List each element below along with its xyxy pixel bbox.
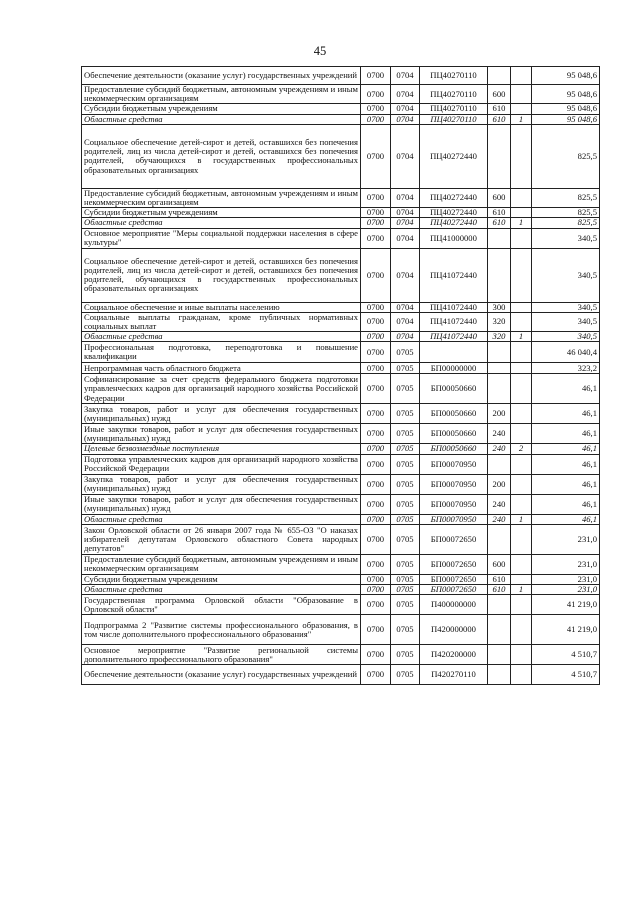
target-article-cell: ПЦ40270110: [420, 85, 488, 104]
target-article-cell: ПЦ40270110: [420, 104, 488, 114]
subsection-code-cell: 0704: [391, 248, 420, 302]
funding-source-cell: [511, 454, 532, 474]
expense-type-cell: [488, 363, 511, 374]
section-code-cell: 0700: [361, 574, 391, 584]
funding-source-cell: [511, 645, 532, 665]
funding-source-cell: 1: [511, 514, 532, 524]
section-code-cell: 0700: [361, 615, 391, 645]
table-row: [82, 114, 600, 124]
row-name-cell: Иные закупки товаров, работ и услуг для обеспечения государственных (муниципальных) нужд: [82, 424, 361, 444]
row-name-cell: Целевые безвозмездные поступления: [82, 444, 361, 454]
funding-source-cell: 2: [511, 444, 532, 454]
section-code-cell: 0700: [361, 67, 391, 85]
funding-source-cell: [511, 374, 532, 404]
target-article-cell: ПЦ40272440: [420, 188, 488, 207]
amount-cell: 340,5: [532, 302, 600, 312]
subsection-code-cell: 0704: [391, 218, 420, 228]
table-row: [82, 67, 600, 85]
target-article-cell: ПЦ40272440: [420, 124, 488, 188]
section-code-cell: 0700: [361, 374, 391, 404]
row-name-cell: Основное мероприятие "Меры социальной поддержки населения в сфере культуры": [82, 228, 361, 248]
expense-type-cell: [488, 67, 511, 85]
expense-type-cell: [488, 374, 511, 404]
table-row: [82, 104, 600, 114]
subsection-code-cell: 0705: [391, 424, 420, 444]
row-name-cell: Основное мероприятие "Развитие региональной системы дополнительного профессионального образования": [82, 645, 361, 665]
section-code-cell: 0700: [361, 342, 391, 363]
table-row: [82, 85, 600, 104]
table-row: [82, 574, 600, 584]
row-name-cell: Закон Орловской области от 26 января 2007 года № 655-ОЗ "О наказах избирателей депутатам Орловского областного Совета народных депутатов": [82, 524, 361, 554]
amount-cell: 95 048,6: [532, 67, 600, 85]
target-article-cell: ПЦ41072440: [420, 312, 488, 331]
funding-source-cell: [511, 615, 532, 645]
target-article-cell: П420000000: [420, 615, 488, 645]
row-name-cell: Иные закупки товаров, работ и услуг для обеспечения государственных (муниципальных) нужд: [82, 494, 361, 514]
expense-type-cell: 610: [488, 574, 511, 584]
row-name-cell: Обеспечение деятельности (оказание услуг) государственных учреждений: [82, 67, 361, 85]
row-name-cell: Областные средства: [82, 332, 361, 342]
row-name-cell: Непрограммная часть областного бюджета: [82, 363, 361, 374]
funding-source-cell: [511, 248, 532, 302]
table-row: [82, 342, 600, 363]
expense-type-cell: 610: [488, 208, 511, 218]
section-code-cell: 0700: [361, 585, 391, 595]
target-article-cell: БП00050660: [420, 404, 488, 424]
table-row: [82, 514, 600, 524]
section-code-cell: 0700: [361, 114, 391, 124]
table-row: [82, 228, 600, 248]
funding-source-cell: [511, 524, 532, 554]
section-code-cell: 0700: [361, 554, 391, 574]
target-article-cell: ПЦ40270110: [420, 67, 488, 85]
subsection-code-cell: 0704: [391, 188, 420, 207]
table-row: [82, 208, 600, 218]
target-article-cell: БП00072650: [420, 554, 488, 574]
amount-cell: 4 510,7: [532, 665, 600, 685]
section-code-cell: 0700: [361, 454, 391, 474]
row-name-cell: Социальное обеспечение детей-сирот и детей, оставшихся без попечения родителей, лиц из числа детей-сирот и детей, оставшихся без попечения родителей, обучающихся в государственных профессиональных образовательных организациях: [82, 124, 361, 188]
target-article-cell: БП00070950: [420, 474, 488, 494]
expense-type-cell: 610: [488, 585, 511, 595]
expense-type-cell: [488, 124, 511, 188]
table-row: [82, 312, 600, 331]
subsection-code-cell: 0704: [391, 312, 420, 331]
expense-type-cell: 320: [488, 332, 511, 342]
expense-type-cell: [488, 342, 511, 363]
row-name-cell: Субсидии бюджетным учреждениям: [82, 104, 361, 114]
expense-type-cell: 610: [488, 114, 511, 124]
target-article-cell: ПЦ41000000: [420, 228, 488, 248]
table-row: [82, 474, 600, 494]
table-row: [82, 494, 600, 514]
subsection-code-cell: 0705: [391, 615, 420, 645]
section-code-cell: 0700: [361, 85, 391, 104]
section-code-cell: 0700: [361, 424, 391, 444]
table-row: [82, 424, 600, 444]
subsection-code-cell: 0704: [391, 332, 420, 342]
section-code-cell: 0700: [361, 188, 391, 207]
section-code-cell: 0700: [361, 524, 391, 554]
amount-cell: 46,1: [532, 514, 600, 524]
row-name-cell: Субсидии бюджетным учреждениям: [82, 574, 361, 584]
table-row: [82, 404, 600, 424]
expense-type-cell: [488, 645, 511, 665]
section-code-cell: 0700: [361, 218, 391, 228]
row-name-cell: Предоставление субсидий бюджетным, автономным учреждениям и иным некоммерческим организациям: [82, 85, 361, 104]
target-article-cell: ПЦ41072440: [420, 248, 488, 302]
table-row: [82, 454, 600, 474]
amount-cell: 46,1: [532, 444, 600, 454]
subsection-code-cell: 0705: [391, 514, 420, 524]
amount-cell: 231,0: [532, 585, 600, 595]
target-article-cell: БП00070950: [420, 514, 488, 524]
section-code-cell: 0700: [361, 312, 391, 331]
amount-cell: 340,5: [532, 248, 600, 302]
funding-source-cell: [511, 404, 532, 424]
funding-source-cell: [511, 228, 532, 248]
table-row: [82, 554, 600, 574]
budget-table: [81, 66, 600, 685]
subsection-code-cell: 0704: [391, 302, 420, 312]
table-row: [82, 248, 600, 302]
funding-source-cell: [511, 67, 532, 85]
section-code-cell: 0700: [361, 404, 391, 424]
amount-cell: 231,0: [532, 574, 600, 584]
subsection-code-cell: 0705: [391, 474, 420, 494]
amount-cell: 95 048,6: [532, 85, 600, 104]
subsection-code-cell: 0705: [391, 524, 420, 554]
section-code-cell: 0700: [361, 474, 391, 494]
expense-type-cell: [488, 665, 511, 685]
target-article-cell: П420200000: [420, 645, 488, 665]
funding-source-cell: [511, 595, 532, 615]
target-article-cell: БП00050660: [420, 444, 488, 454]
subsection-code-cell: 0705: [391, 363, 420, 374]
expense-type-cell: 610: [488, 218, 511, 228]
row-name-cell: Обеспечение деятельности (оказание услуг) государственных учреждений: [82, 665, 361, 685]
table-row: [82, 302, 600, 312]
amount-cell: 46 040,4: [532, 342, 600, 363]
amount-cell: 46,1: [532, 494, 600, 514]
section-code-cell: 0700: [361, 104, 391, 114]
expense-type-cell: 240: [488, 514, 511, 524]
subsection-code-cell: 0705: [391, 404, 420, 424]
funding-source-cell: 1: [511, 114, 532, 124]
section-code-cell: 0700: [361, 514, 391, 524]
table-row: [82, 595, 600, 615]
expense-type-cell: 600: [488, 188, 511, 207]
target-article-cell: БП00070950: [420, 494, 488, 514]
subsection-code-cell: 0705: [391, 342, 420, 363]
row-name-cell: Предоставление субсидий бюджетным, автономным учреждениям и иным некоммерческим организациям: [82, 554, 361, 574]
table-body: [82, 67, 600, 685]
expense-type-cell: 240: [488, 424, 511, 444]
row-name-cell: Областные средства: [82, 514, 361, 524]
row-name-cell: Подготовка управленческих кадров для организаций народного хозяйства Российской Федерации: [82, 454, 361, 474]
section-code-cell: 0700: [361, 208, 391, 218]
table-row: [82, 524, 600, 554]
target-article-cell: БП00050660: [420, 374, 488, 404]
amount-cell: 95 048,6: [532, 114, 600, 124]
table-row: [82, 218, 600, 228]
amount-cell: 825,5: [532, 208, 600, 218]
funding-source-cell: [511, 312, 532, 331]
row-name-cell: Предоставление субсидий бюджетным, автономным учреждениям и иным некоммерческим организациям: [82, 188, 361, 207]
subsection-code-cell: 0704: [391, 124, 420, 188]
subsection-code-cell: 0704: [391, 85, 420, 104]
section-code-cell: 0700: [361, 595, 391, 615]
amount-cell: 46,1: [532, 474, 600, 494]
row-name-cell: Подпрограмма 2 "Развитие системы профессионального образования, в том числе дополнительного профессионального образования": [82, 615, 361, 645]
row-name-cell: Профессиональная подготовка, переподготовка и повышение квалификации: [82, 342, 361, 363]
row-name-cell: Государственная программа Орловской области "Образование в Орловской области": [82, 595, 361, 615]
funding-source-cell: [511, 363, 532, 374]
expense-type-cell: 320: [488, 312, 511, 331]
target-article-cell: БП00070950: [420, 454, 488, 474]
expense-type-cell: 600: [488, 85, 511, 104]
target-article-cell: ПЦ40272440: [420, 218, 488, 228]
subsection-code-cell: 0705: [391, 595, 420, 615]
table-row: [82, 332, 600, 342]
funding-source-cell: [511, 494, 532, 514]
amount-cell: 46,1: [532, 404, 600, 424]
funding-source-cell: [511, 342, 532, 363]
funding-source-cell: [511, 554, 532, 574]
expense-type-cell: 200: [488, 404, 511, 424]
funding-source-cell: [511, 104, 532, 114]
subsection-code-cell: 0704: [391, 208, 420, 218]
target-article-cell: [420, 342, 488, 363]
table-row: [82, 665, 600, 685]
funding-source-cell: [511, 188, 532, 207]
row-name-cell: Социальные выплаты гражданам, кроме публичных нормативных социальных выплат: [82, 312, 361, 331]
expense-type-cell: [488, 228, 511, 248]
table-row: [82, 615, 600, 645]
table-row: [82, 374, 600, 404]
subsection-code-cell: 0705: [391, 444, 420, 454]
amount-cell: 41 219,0: [532, 595, 600, 615]
amount-cell: 231,0: [532, 524, 600, 554]
expense-type-cell: [488, 595, 511, 615]
row-name-cell: Областные средства: [82, 218, 361, 228]
section-code-cell: 0700: [361, 302, 391, 312]
subsection-code-cell: 0705: [391, 585, 420, 595]
expense-type-cell: [488, 248, 511, 302]
row-name-cell: Закупка товаров, работ и услуг для обеспечения государственных (муниципальных) нужд: [82, 404, 361, 424]
funding-source-cell: [511, 474, 532, 494]
section-code-cell: 0700: [361, 248, 391, 302]
section-code-cell: 0700: [361, 444, 391, 454]
funding-source-cell: [511, 85, 532, 104]
section-code-cell: 0700: [361, 665, 391, 685]
target-article-cell: ПЦ40272440: [420, 208, 488, 218]
funding-source-cell: [511, 208, 532, 218]
row-name-cell: Закупка товаров, работ и услуг для обеспечения государственных (муниципальных) нужд: [82, 474, 361, 494]
table-row: [82, 363, 600, 374]
funding-source-cell: [511, 665, 532, 685]
amount-cell: 340,5: [532, 312, 600, 331]
amount-cell: 340,5: [532, 228, 600, 248]
section-code-cell: 0700: [361, 363, 391, 374]
section-code-cell: 0700: [361, 494, 391, 514]
subsection-code-cell: 0705: [391, 494, 420, 514]
amount-cell: 825,5: [532, 124, 600, 188]
expense-type-cell: [488, 615, 511, 645]
target-article-cell: П420270110: [420, 665, 488, 685]
funding-source-cell: [511, 424, 532, 444]
amount-cell: 95 048,6: [532, 104, 600, 114]
subsection-code-cell: 0705: [391, 374, 420, 404]
target-article-cell: ПЦ40270110: [420, 114, 488, 124]
target-article-cell: П400000000: [420, 595, 488, 615]
subsection-code-cell: 0704: [391, 228, 420, 248]
amount-cell: 825,5: [532, 188, 600, 207]
funding-source-cell: 1: [511, 332, 532, 342]
expense-type-cell: 240: [488, 494, 511, 514]
amount-cell: 323,2: [532, 363, 600, 374]
subsection-code-cell: 0704: [391, 67, 420, 85]
row-name-cell: Социальное обеспечение детей-сирот и детей, оставшихся без попечения родителей, лиц из числа детей-сирот и детей, оставшихся без попечения родителей, обучающихся в государственных профессиональных образовательных организациях: [82, 248, 361, 302]
row-name-cell: Софинансирование за счет средств федерального бюджета подготовки управленческих кадров для организаций народного хозяйства Российской Федерации: [82, 374, 361, 404]
amount-cell: 231,0: [532, 554, 600, 574]
row-name-cell: Субсидии бюджетным учреждениям: [82, 208, 361, 218]
page-number: 45: [313, 44, 327, 58]
funding-source-cell: 1: [511, 218, 532, 228]
amount-cell: 46,1: [532, 424, 600, 444]
target-article-cell: БП00072650: [420, 585, 488, 595]
expense-type-cell: 300: [488, 302, 511, 312]
table-row: [82, 585, 600, 595]
amount-cell: 825,5: [532, 218, 600, 228]
subsection-code-cell: 0705: [391, 554, 420, 574]
amount-cell: 46,1: [532, 374, 600, 404]
expense-type-cell: [488, 454, 511, 474]
section-code-cell: 0700: [361, 124, 391, 188]
section-code-cell: 0700: [361, 332, 391, 342]
target-article-cell: ПЦ41072440: [420, 332, 488, 342]
table-row: [82, 645, 600, 665]
funding-source-cell: 1: [511, 585, 532, 595]
expense-type-cell: 600: [488, 554, 511, 574]
expense-type-cell: 240: [488, 444, 511, 454]
target-article-cell: БП00072650: [420, 574, 488, 584]
amount-cell: 4 510,7: [532, 645, 600, 665]
amount-cell: 340,5: [532, 332, 600, 342]
row-name-cell: Социальное обеспечение и иные выплаты населению: [82, 302, 361, 312]
subsection-code-cell: 0704: [391, 104, 420, 114]
table-row: [82, 124, 600, 188]
subsection-code-cell: 0705: [391, 665, 420, 685]
subsection-code-cell: 0705: [391, 645, 420, 665]
expense-type-cell: 610: [488, 104, 511, 114]
target-article-cell: БП00050660: [420, 424, 488, 444]
subsection-code-cell: 0705: [391, 574, 420, 584]
expense-type-cell: [488, 524, 511, 554]
expense-type-cell: 200: [488, 474, 511, 494]
section-code-cell: 0700: [361, 228, 391, 248]
target-article-cell: БП00072650: [420, 524, 488, 554]
table-row: [82, 188, 600, 207]
funding-source-cell: [511, 574, 532, 584]
amount-cell: 46,1: [532, 454, 600, 474]
target-article-cell: БП00000000: [420, 363, 488, 374]
amount-cell: 41 219,0: [532, 615, 600, 645]
table-row: [82, 444, 600, 454]
row-name-cell: Областные средства: [82, 114, 361, 124]
target-article-cell: ПЦ41072440: [420, 302, 488, 312]
funding-source-cell: [511, 302, 532, 312]
funding-source-cell: [511, 124, 532, 188]
subsection-code-cell: 0705: [391, 454, 420, 474]
row-name-cell: Областные средства: [82, 585, 361, 595]
subsection-code-cell: 0704: [391, 114, 420, 124]
section-code-cell: 0700: [361, 645, 391, 665]
